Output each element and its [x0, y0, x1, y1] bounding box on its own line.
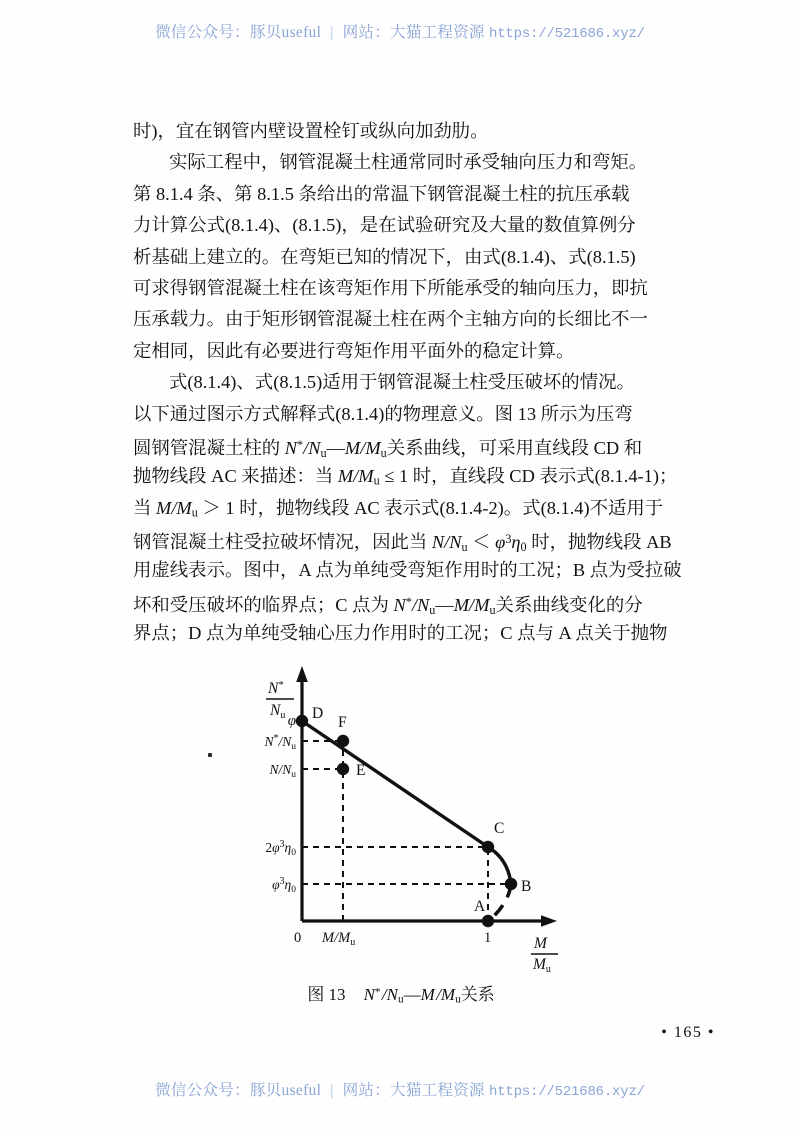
series-ba-dashed-curve	[491, 885, 511, 919]
svg-text:Nu: Nu	[270, 702, 286, 721]
point-f	[337, 735, 349, 747]
series-cb-curve	[488, 847, 511, 884]
footer-watermark	[0, 1078, 800, 1100]
figure-13-chart	[250, 663, 580, 975]
x-tick-m-mu: $M/M_u$	[322, 930, 356, 948]
text-line: 钢管混凝土柱受拉破坏情况，因此当 $N/N_u < \varphi^3\eta_0$ 时，抛物线段 AB	[133, 532, 672, 554]
text-line: 以下通过图示方式解释式(8.1.4)的物理意义。图 13 所示为压弯	[133, 403, 633, 424]
point-label-d: D	[312, 705, 324, 722]
text-line: 第 8.1.4 条、第 8.1.5 条给出的常温下钢管混凝土柱的抗压承载	[133, 183, 630, 204]
y-axis	[296, 666, 308, 921]
point-c	[482, 841, 494, 853]
text-line: 实际工程中，钢管混凝土柱通常同时承受轴向压力和弯矩。	[169, 152, 648, 173]
svg-text:N*: N*	[268, 679, 284, 697]
wechat-label: 微信公众号：	[155, 1082, 250, 1099]
page-number: • 165 •	[661, 1024, 715, 1041]
figure-caption: 图 13 N* $/N_u—M$ $/M_u$关系	[307, 985, 495, 1006]
text-line: 当 $M/M_u > 1$ 时，抛物线段 AC 表示式(8.1.4-2)。式(8.1.4)不适用于	[133, 497, 664, 520]
x-axis	[302, 915, 557, 927]
figure-caption-number: 图 13	[307, 985, 346, 1004]
y-tick-n-nu: $N/N_u$	[269, 762, 296, 780]
text-line: 析基础上建立的。在弯矩已知的情况下，由式(8.1.4)、式(8.1.5)	[133, 246, 636, 267]
point-e	[337, 763, 349, 775]
text-line: 时)，宜在钢管内壁设置栓钉或纵向加劲肋。	[133, 121, 489, 141]
text-line: 圆钢管混凝土柱的 $N^*/N_u—M/M_u$关系曲线，可采用直线段 CD 和	[133, 437, 643, 460]
site-label: 网站：	[342, 1082, 391, 1099]
text-line: 压承载力。由于矩形钢管混凝土柱在两个主轴方向的长细比不一	[133, 309, 648, 330]
body-text-block	[133, 116, 682, 650]
svg-text:Mu: Mu	[533, 956, 551, 975]
point-b	[505, 878, 517, 890]
text-line: 坏和受压破坏的临界点；C 点为 $N^*/N_u—M/M_u$关系曲线变化的分	[133, 594, 643, 617]
text-line: 界点；D 点为单纯受轴心压力作用时的工况；C 点与 A 点关于抛物	[133, 623, 668, 644]
dashed-guide-lines	[302, 741, 511, 921]
site-label: 网站：	[342, 24, 391, 41]
text-line: 力计算公式(8.1.4)、(8.1.5)，是在试验研究及大量的数值算例分	[133, 215, 636, 236]
point-label-a: A	[474, 898, 486, 915]
point-label-e: E	[356, 762, 366, 779]
text-line: 用虚线表示。图中，A 点为单纯受弯矩作用时的工况；B 点为受拉破	[133, 560, 682, 581]
x-tick-one: 1	[484, 930, 492, 946]
text-line: 式(8.1.4)、式(8.1.5)适用于钢管混凝土柱受压破坏的情况。	[169, 372, 635, 393]
y-tick-phi3eta0: $\varphi^3\eta_0$	[272, 876, 296, 895]
wechat-account-name: 豚贝useful	[249, 24, 322, 41]
y-tick-phi: φ	[287, 713, 296, 729]
site-url: https://521686.xyz/	[489, 1084, 645, 1100]
series-cd-line	[302, 721, 488, 847]
wechat-account-name: 豚贝useful	[249, 1082, 322, 1099]
wechat-label: 微信公众号：	[155, 24, 250, 41]
y-tick-2phi3eta0: $2\varphi^3\eta_0$	[265, 839, 296, 858]
point-a	[482, 915, 494, 927]
watermark-separator: |	[330, 24, 334, 41]
svg-text:M: M	[534, 935, 547, 952]
text-line: 抛物线段 AC 来描述：当 $M/M_u \le 1$ 时，直线段 CD 表示式(8.1.4-1)；	[133, 466, 678, 488]
site-name: 大猫工程资源	[390, 1082, 485, 1099]
point-label-c: C	[494, 820, 505, 837]
x-axis-title	[531, 935, 558, 975]
site-name: 大猫工程资源	[390, 24, 485, 41]
point-d	[296, 715, 308, 727]
point-label-f: F	[338, 714, 347, 731]
x-tick-zero: 0	[294, 930, 302, 946]
point-label-b: B	[521, 878, 532, 895]
watermark-separator: |	[330, 1082, 334, 1099]
y-tick-nstar-nu: $N^*/N_u$	[264, 733, 296, 752]
header-watermark	[0, 20, 800, 42]
site-url: https://521686.xyz/	[489, 26, 645, 42]
scan-artifact-speck	[208, 753, 212, 757]
text-line: 定相同，因此有必要进行弯矩作用平面外的稳定计算。	[133, 340, 575, 361]
text-line: 可求得钢管混凝土柱在该弯矩作用下所能承受的轴向压力，即抗	[133, 277, 648, 298]
